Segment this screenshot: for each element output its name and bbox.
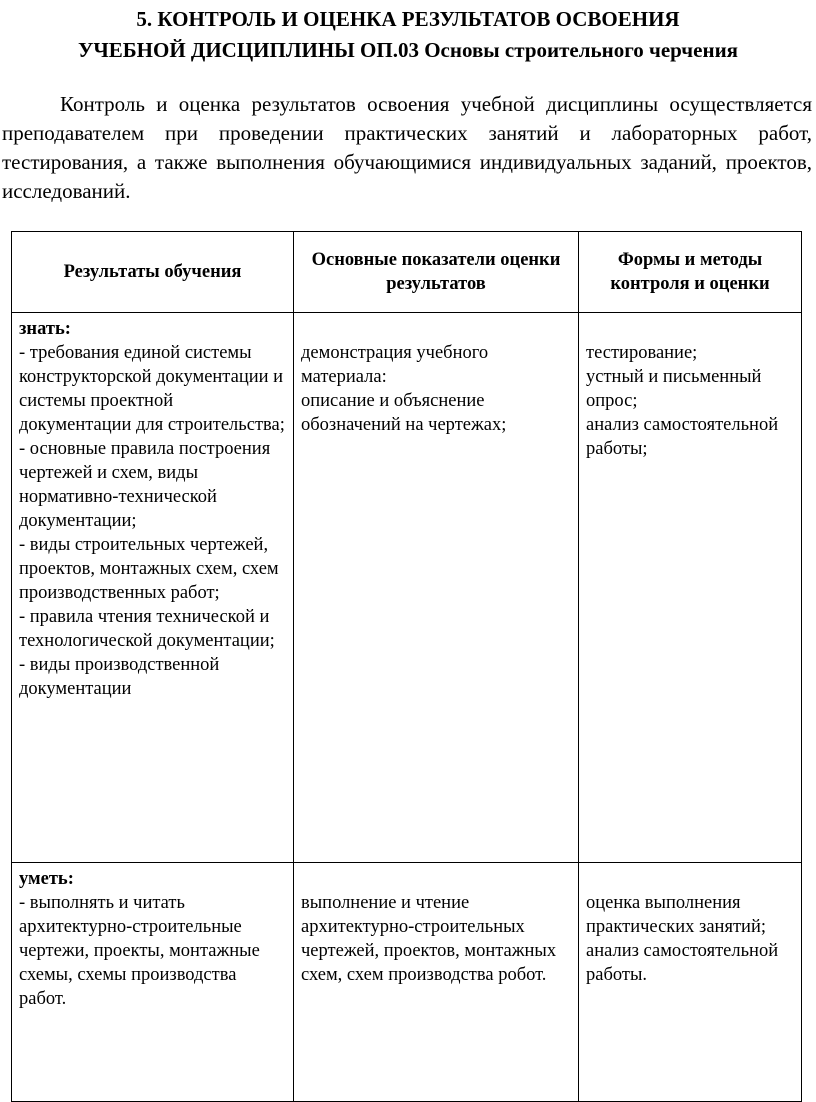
header-results: Результаты обучения <box>12 232 294 313</box>
method-item: тестирование; <box>586 343 698 363</box>
indicator-item: демонстрация учебного материала: <box>301 343 489 387</box>
assessment-table <box>11 231 802 1102</box>
method-item: анализ самостоятельной работы. <box>586 941 779 985</box>
row-label-can: уметь: <box>19 869 74 889</box>
result-item: - основные правила построения чертежей и схем, виды нормативно-технической документации; <box>19 439 271 531</box>
table-row <box>12 863 802 1102</box>
results-cell <box>12 863 294 1102</box>
method-item: анализ самостоятельной работы; <box>586 415 779 459</box>
section-heading-line-2: УЧЕБНОЙ ДИСЦИПЛИНЫ ОП.03 Основы строительного черчения <box>77 38 739 62</box>
intro-paragraph: Контроль и оценка результатов освоения учебной дисциплины осуществляется преподавателем при проведении практических занятий и лабораторных работ, тестирования, а также выполнения обучающимися индивидуальных заданий, проектов, исследований. <box>2 92 812 203</box>
result-item: - виды производственной документации <box>19 655 220 699</box>
table-row <box>12 313 802 863</box>
methods-cell <box>579 313 802 863</box>
indicators-cell <box>294 863 579 1102</box>
header-methods: Формы и методы контроля и оценки <box>579 232 802 313</box>
section-heading <box>0 4 816 66</box>
result-item: - правила чтения технической и технологической документации; <box>19 607 275 651</box>
result-item: - виды строительных чертежей, проектов, монтажных схем, схем производственных работ; <box>19 535 279 603</box>
row-label-know: знать: <box>19 319 71 339</box>
methods-cell <box>579 863 802 1102</box>
indicators-cell <box>294 313 579 863</box>
method-item: устный и письменный опрос; <box>586 367 762 411</box>
indicator-item: выполнение и чтение архитектурно-строительных чертежей, проектов, монтажных схем, схем производства робот. <box>301 893 557 985</box>
header-indicators: Основные показатели оценки результатов <box>294 232 579 313</box>
results-cell <box>12 313 294 863</box>
result-item: - требования единой системы конструкторской документации и системы проектной документации для строительства; <box>19 343 285 435</box>
method-item: оценка выполнения практических занятий; <box>586 893 766 937</box>
indicator-item: описание и объяснение обозначений на чертежах; <box>301 391 507 435</box>
table-header-row <box>12 232 802 313</box>
result-item: - выполнять и читать архитектурно-строительные чертежи, проекты, монтажные схемы, схемы производства работ. <box>19 893 260 1009</box>
section-heading-line-1: 5. КОНТРОЛЬ И ОЦЕНКА РЕЗУЛЬТАТОВ ОСВОЕНИЯ <box>136 7 680 31</box>
